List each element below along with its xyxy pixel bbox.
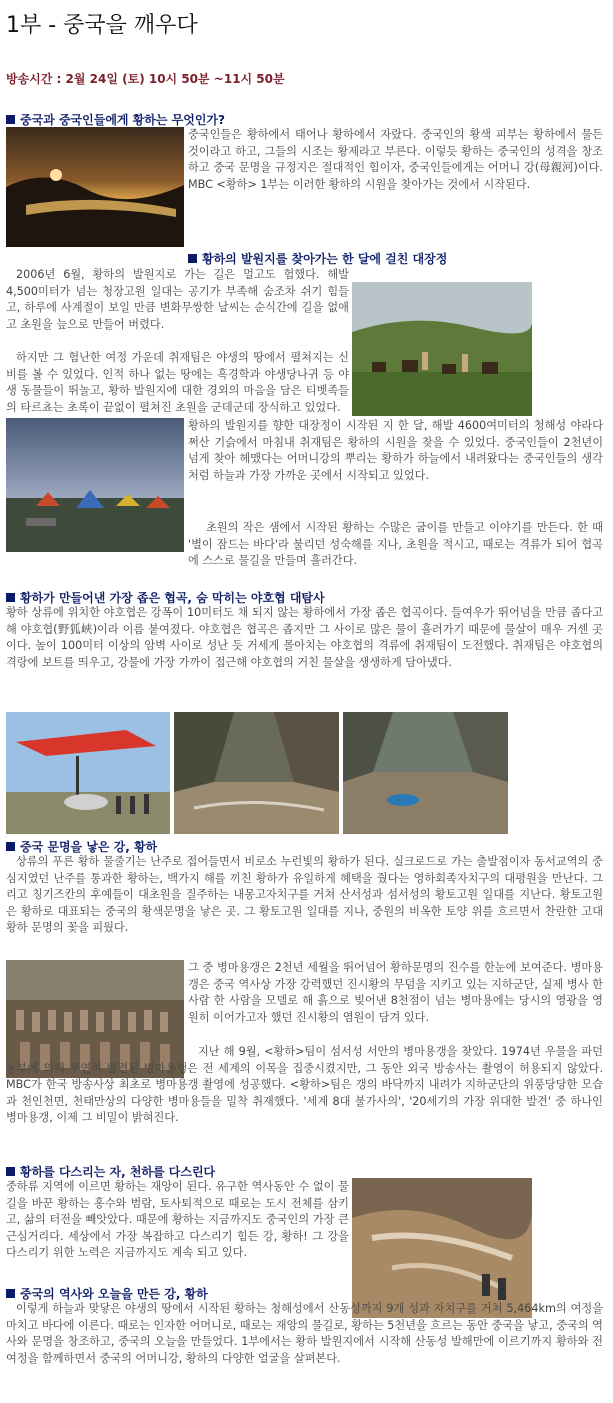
gorge-rapids-photo xyxy=(174,712,339,834)
page-title: 1부 - 중국을 깨우다 xyxy=(6,13,198,38)
square-bullet-icon xyxy=(6,1167,15,1176)
section-heading: 황하를 다스리는 자, 천하를 다스린다 xyxy=(6,1163,215,1180)
airtime: 방송시간 : 2월 24일 (토) 10시 50분 ~11시 50분 xyxy=(6,72,285,86)
sunset-river-photo xyxy=(6,127,184,247)
section-heading: 황하의 발원지를 찾아가는 한 달에 걸친 대장정 xyxy=(188,250,447,267)
section-heading: 황하가 만들어낸 가장 좁은 협곡, 숨 막히는 야호협 대탐사 xyxy=(6,589,325,606)
section-text: 황하의 발원지를 향한 대장정이 시작된 지 한 달, 해발 4600여미터의 청해성 야라다쩌산 기슭에서 마침내 취재팀은 황하의 시원을 찾을 수 있었다. 중국인들이 2천년이 넘게 찾아 헤맸다는 어머니강의 뿌리는 황하가 하늘에서 내려왔다는 중국인들의 생각처럼 하늘과 가장 가까운 곳에서 시작되고 있었다. xyxy=(188,419,603,482)
section-text: 이렇게 하늘과 맞닿은 야생의 땅에서 시작된 황하는 청해성에서 산동성까지 9개 성과 자치구를 거쳐 5,464km의 여정을 마치고 바다에 이른다. 때로는 인자한 어머니로, 때로는 재앙의 물길로, 황하는 5천년을 흐르는 동안 중국을 낳고, 중국의 역사와 문명을 창조하고, 중국의 오늘을 만들었다. 1부에서는 황하 발원지에서 시작해 산동성 발해만에 이르기까지 황하와 전 여정을 함께하면서 중국의 어머니강, 황하의 다양한 얼굴을 살펴본다. xyxy=(6,1302,603,1365)
section-text: 지난 해 9월, <황하>팀이 섬서성 서안의 병마용갱을 찾았다. 1974년 우물을 파던 농부에 의해 우연히 발견된 병마용갱은 전 세계의 이목을 집중시켰지만, 그 동안 외국 방송사는 촬영이 허용되지 않았다. MBC가 한국 방송사상 최초로 병마용갱 촬영에 성공했다. <황하>팀은 갱의 바닥까지 내려가 지하군단의 위풍당당한 모습과 천인천면, 천태만상의 다양한 병마용들을 밀착 취재했다. '세계 8대 불가사의', '20세기의 가장 위대한 발견' 중 하나인 병마용갱, 이제 그 비밀이 밝혀진다. xyxy=(6,1045,603,1125)
camp-tents-photo xyxy=(6,418,184,552)
square-bullet-icon xyxy=(188,254,197,263)
section-heading: 중국의 역사와 오늘을 만든 강, 황하 xyxy=(6,1285,208,1302)
section-heading: 중국 문명을 낳은 강, 황하 xyxy=(6,838,157,855)
square-bullet-icon xyxy=(6,842,15,851)
section-text: 황하 상류에 위치한 야호협은 강폭이 10미터도 채 되지 않는 황하에서 가장 좁은 협곡이다. 들여우가 뛰어넘을 만큼 좁다고 해 야호협(野狐峽)이라 이름 붙여졌다. 야호협은 협곡은 좁지만 그 사이로 많은 물이 흘러가기 때문에 물살이 매우 거센 곳이다. 높이 100미터 이상의 암벽 사이로 성난 듯 거세게 몰아치는 야호협의 격류에 취재팀이 도전했다. 취재팀은 야호협의 격랑에 보트를 띄우고, 강물에 가장 가까이 접근해 야호협의 거친 물살을 생생하게 담아냈다. xyxy=(6,606,603,669)
square-bullet-icon xyxy=(6,1289,15,1298)
section-text: 초원의 작은 샘에서 시작된 황하는 수많은 굽이를 만들고 이야기를 만든다. 한 때 '별이 잠드는 바다'라 불리던 성숙해를 지나, 초원을 적시고, 때로는 격류가 되어 협곡에 스스로 물길을 만들며 흘러간다. xyxy=(188,521,603,568)
rafting-boat-photo xyxy=(343,712,508,834)
yak-caravan-photo xyxy=(352,282,532,416)
waterfall-photo xyxy=(352,1178,532,1318)
section-heading: 중국과 중국인들에게 황하는 무엇인가? xyxy=(6,111,225,128)
section-text: 하지만 그 험난한 여정 가운데 취재팀은 야생의 땅에서 펼쳐지는 신비를 볼 수 있었다. 인적 하나 없는 땅에는 흑경학과 야생당나귀 등 야생 동물들이 뛰놀고, 황하 발원지에 대한 경외의 마음을 담은 티벳족들의 타르쵸는 초록이 끝없이 펼쳐진 초원을 군데군데 장식하고 있었다. xyxy=(6,351,349,414)
section-text: 그 중 병마용갱은 2천년 세월을 뛰어넘어 황하문명의 진수를 한눈에 보여준다. 병마용갱은 중국 역사상 가장 강력했던 진시황의 무덤을 지키고 있는 지하군단, 실제 병사 한 사람 한 사람을 모델로 해 흙으로 빚어낸 8천점이 넘는 병마용에는 당시의 영광을 영원히 이어가고자 했던 진시황의 염원이 담겨 있다. xyxy=(188,961,603,1024)
section-text: 중하류 지역에 이르면 황하는 재앙이 된다. 유구한 역사동안 수 없이 물길을 바꾼 황하는 홍수와 범람, 토사퇴적으로 때로는 도시 전체를 삼키고, 삶의 터전을 빼앗았다. 때문에 황하는 지금까지도 중국인의 가장 큰 근심거리다. 세상에서 가장 복잡하고 다스리기 힘든 강, 황하! 그 강을 다스리기 위한 노력은 지금까지도 계속 되고 있다. xyxy=(6,1180,349,1260)
section-text: 중국인들은 황하에서 태어나 황하에서 자랐다. 중국인의 황색 피부는 황하에서 물든 것이라고 하고, 그들의 시조는 황제라고 부른다. 이렇듯 황하는 중국인의 성격을 창조하고 중국 문명을 규정지은 절대적인 힘이자, 중국인들에게는 어머니 강(母親河)이다. MBC <황하> 1부는 이러한 황하의 시원을 찾아가는 것에서 시작된다. xyxy=(188,128,603,191)
section-text: 2006년 6월, 황하의 발원지로 가는 길은 멀고도 험했다. 해발 4,500미터가 넘는 청장고원 일대는 공기가 부족해 숨조차 쉬기 힘들고, 하루에 사계절이 보일 만큼 변화무쌍한 날씨는 순식간에 길을 없애고 초원을 늪으로 만들어 버렸다. xyxy=(6,268,349,331)
square-bullet-icon xyxy=(6,593,15,602)
section-text: 상류의 푸른 황하 물줄기는 난주로 접어들면서 비로소 누런빛의 황하가 된다. 실크로드로 가는 출발점이자 동서교역의 중심지였던 난주를 통과한 황하는, 백가지 해를 끼친 황하가 유일하게 혜택을 줬다는 영하회족자치구의 대평원을 만난다. 그리고 칭기즈칸의 후예들이 대초원을 질주하는 내몽고자치구를 거쳐 산서성과 섬서성의 황토고원 일대를 지난다. 황토고원은 황하로 대표되는 중국의 황색문명을 낳은 곳. 그 황토고원 일대를 지나, 중원의 비옥한 토양 위를 흐르면서 찬란한 고대 황하 문명의 꽃을 피웠다. xyxy=(6,855,603,935)
ultralight-aircraft-photo xyxy=(6,712,170,834)
square-bullet-icon xyxy=(6,115,15,124)
